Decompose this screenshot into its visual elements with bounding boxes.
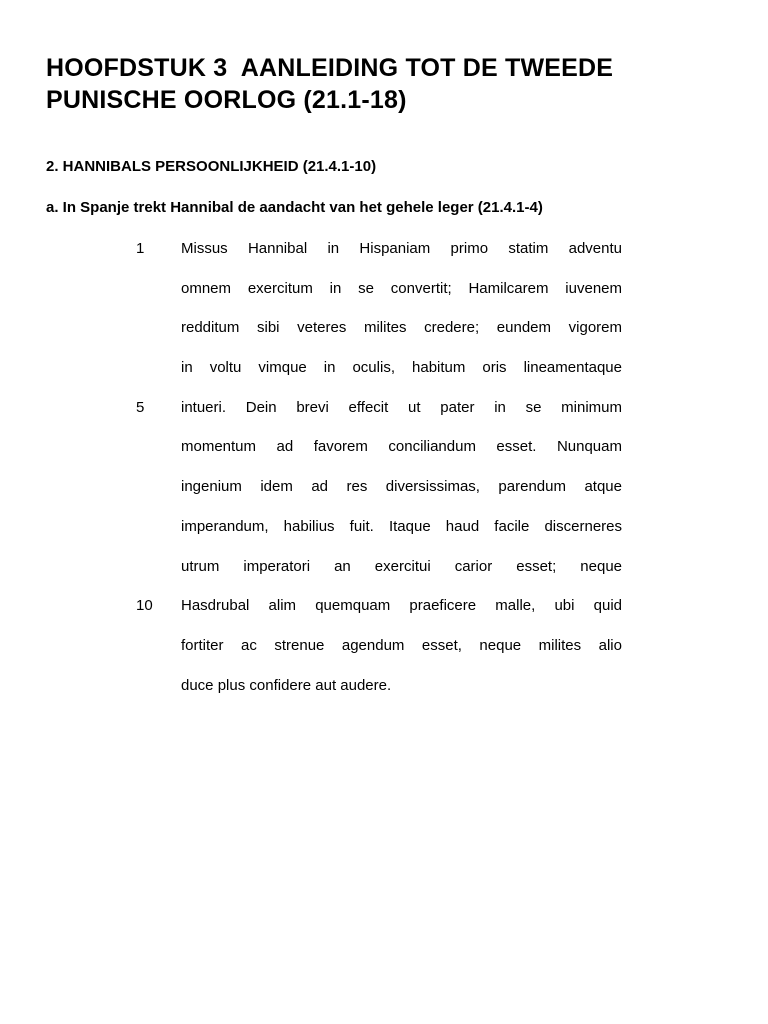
line-text: fortiter ac strenue agendum esset, neque milites alio <box>181 636 622 654</box>
text-line <box>0 317 768 357</box>
section-heading: 2. HANNIBALS PERSOONLIJKHEID (21.4.1-10) <box>46 158 377 175</box>
line-text: Missus Hannibal in Hispaniam primo statim adventu <box>181 240 622 257</box>
line-text: omnem exercitum in se convertit; Hamilcarem iuvenem <box>181 279 622 297</box>
chapter-title: HOOFDSTUK 3 AANLEIDING TOT DE TWEEDE PUNISCHE OORLOG (21.1-18) <box>46 54 621 114</box>
line-text: intueri. Dein brevi effecit ut pater in se minimum <box>181 398 622 416</box>
line-number: 10 <box>136 597 153 615</box>
line-text: redditum sibi veteres milites credere; eundem vigorem <box>181 319 622 337</box>
text-line <box>0 556 768 596</box>
text-line <box>0 238 768 278</box>
line-number: 5 <box>136 398 145 416</box>
text-line <box>0 357 768 397</box>
text-line <box>0 595 768 635</box>
latin-text-block <box>0 238 768 714</box>
line-text: ingenium idem ad res diversissimas, parendum atque <box>181 478 622 496</box>
line-text: imperandum, habilius fuit. Itaque haud facile discerneres <box>181 517 622 535</box>
line-text: utrum imperatori an exercitui carior esset; neque <box>181 557 622 575</box>
line-text: in voltu vimque in oculis, habitum oris lineamentaque <box>181 359 622 377</box>
line-text: duce plus confidere aut audere. <box>181 676 392 694</box>
text-line <box>0 476 768 516</box>
line-text: momentum ad favorem conciliandum esset. Nunquam <box>181 438 622 456</box>
subsection-heading: a. In Spanje trekt Hannibal de aandacht van het gehele leger (21.4.1-4) <box>46 199 543 216</box>
text-line <box>0 397 768 437</box>
line-text: Hasdrubal alim quemquam praeficere malle, ubi quid <box>181 597 622 615</box>
text-line <box>0 675 768 715</box>
text-line <box>0 436 768 476</box>
text-line <box>0 516 768 556</box>
text-line <box>0 635 768 675</box>
text-line <box>0 278 768 318</box>
line-number: 1 <box>136 240 145 257</box>
